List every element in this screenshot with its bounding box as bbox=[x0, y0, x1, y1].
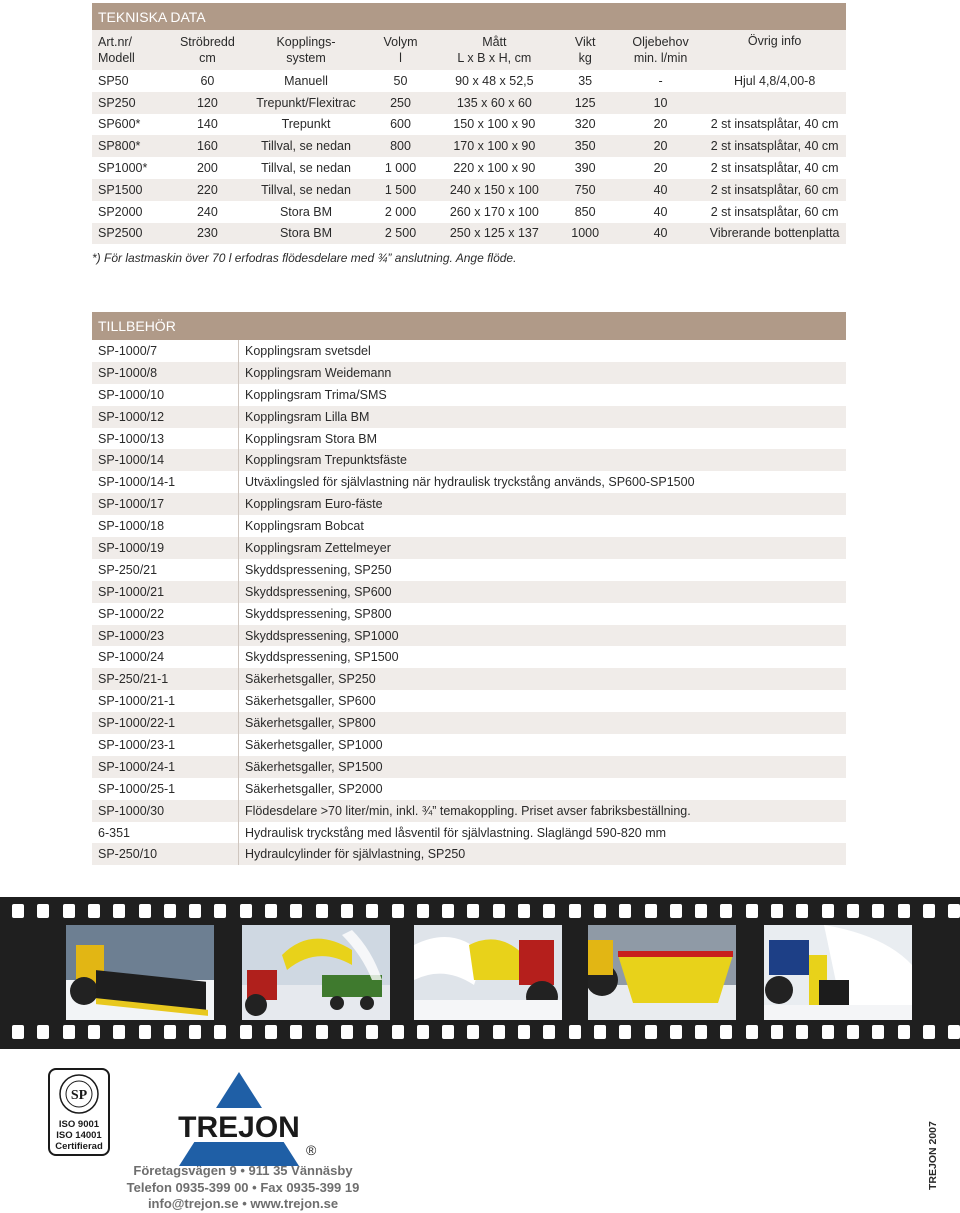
film-hole bbox=[290, 904, 302, 918]
tech-cell: 240 bbox=[196, 204, 218, 219]
tech-cell: 20 bbox=[653, 161, 668, 176]
accessory-code: SP-1000/23 bbox=[92, 625, 239, 647]
film-hole bbox=[316, 904, 328, 918]
film-hole bbox=[63, 1025, 75, 1039]
accessory-description: Säkerhetsgaller, SP1500 bbox=[239, 756, 847, 778]
registered-mark: ® bbox=[306, 1142, 317, 1158]
tech-row bbox=[92, 135, 846, 157]
tech-cell: 2 000 bbox=[384, 204, 417, 219]
film-hole bbox=[442, 904, 454, 918]
film-hole bbox=[467, 1025, 479, 1039]
accessory-description: Hydraulisk tryckstång med låsventil för självlastning. Slaglängd 590-820 mm bbox=[245, 825, 667, 840]
accessory-code: SP-1000/23-1 bbox=[92, 734, 239, 756]
tech-cell: - bbox=[658, 73, 663, 88]
accessory-row bbox=[92, 603, 846, 625]
accessory-description: Skyddspressening, SP1500 bbox=[245, 650, 399, 665]
product-photo-2 bbox=[242, 925, 390, 1020]
accessory-code: SP-1000/30 bbox=[92, 800, 239, 822]
tech-header-line: Kopplings- bbox=[276, 35, 336, 49]
tech-cell: Stora BM bbox=[279, 204, 333, 219]
film-hole bbox=[442, 1025, 454, 1039]
film-hole bbox=[493, 904, 505, 918]
film-hole bbox=[948, 904, 960, 918]
accessory-description: Säkerhetsgaller, SP600 bbox=[245, 694, 376, 709]
film-hole bbox=[645, 904, 657, 918]
photo-film-strip bbox=[0, 897, 960, 1049]
tech-cell: 1 000 bbox=[384, 161, 417, 176]
film-hole bbox=[543, 904, 555, 918]
film-hole bbox=[189, 904, 201, 918]
tech-cell: 160 bbox=[168, 135, 248, 157]
tech-header-line: Mått bbox=[482, 35, 507, 49]
film-hole bbox=[240, 904, 252, 918]
film-hole bbox=[366, 904, 378, 918]
tech-cell: Trepunkt/Flexitrac bbox=[247, 92, 365, 114]
accessory-row bbox=[92, 668, 846, 690]
tech-cell: 20 bbox=[653, 117, 668, 132]
tech-header-cell bbox=[365, 30, 436, 70]
tech-cell: 260 x 170 x 100 bbox=[449, 204, 539, 219]
tech-header-line: Oljebehov bbox=[632, 35, 689, 49]
film-hole bbox=[771, 904, 783, 918]
tech-cell: 220 bbox=[168, 179, 248, 201]
accessory-code: SP-1000/14-1 bbox=[92, 471, 239, 493]
film-hole bbox=[12, 1025, 24, 1039]
tech-header-cell bbox=[618, 30, 703, 70]
product-photo-3 bbox=[414, 925, 562, 1020]
tech-section-title: TEKNISKA DATA bbox=[92, 3, 846, 31]
accessory-code: SP-1000/12 bbox=[92, 406, 239, 428]
accessories-table bbox=[92, 340, 846, 865]
tech-header-line: L x B x H, cm bbox=[457, 51, 532, 65]
tech-header-cell bbox=[553, 30, 618, 70]
tech-cell: SP2500 bbox=[92, 223, 168, 245]
film-hole bbox=[619, 904, 631, 918]
tech-cell: Tillval, se nedan bbox=[247, 135, 365, 157]
accessory-description: Säkerhetsgaller, SP250 bbox=[239, 668, 847, 690]
tech-cell: 850 bbox=[574, 204, 596, 219]
tech-cell: 1000 bbox=[553, 223, 618, 245]
tech-cell: 40 bbox=[618, 179, 703, 201]
tech-footnote: *) För lastmaskin över 70 l erfodras flödesdelare med ¾” anslutning. Ange flöde. bbox=[92, 251, 517, 265]
tech-cell: 390 bbox=[574, 161, 596, 176]
film-hole bbox=[746, 904, 758, 918]
film-hole bbox=[796, 1025, 808, 1039]
film-hole bbox=[695, 904, 707, 918]
tech-row bbox=[92, 223, 846, 245]
film-hole bbox=[290, 1025, 302, 1039]
tech-cell: 220 x 100 x 90 bbox=[453, 161, 536, 176]
tech-cell: 10 bbox=[618, 92, 703, 114]
film-hole bbox=[594, 904, 606, 918]
address-line-2: Telefon 0935-399 00 • Fax 0935-399 19 bbox=[126, 1179, 360, 1195]
tech-cell: 40 bbox=[618, 223, 703, 245]
tech-row bbox=[92, 157, 846, 179]
film-perforation-top bbox=[0, 904, 960, 918]
film-perforation-bottom bbox=[0, 1025, 960, 1039]
tech-cell: 90 x 48 x 52,5 bbox=[455, 73, 534, 88]
tech-header-cell bbox=[247, 30, 365, 70]
accessory-description: Säkerhetsgaller, SP1000 bbox=[245, 737, 383, 752]
accessory-description: Skyddspressening, SP1000 bbox=[239, 625, 847, 647]
tech-header-cell bbox=[168, 30, 248, 70]
film-hole bbox=[518, 1025, 530, 1039]
accessory-row bbox=[92, 800, 846, 822]
film-hole bbox=[164, 1025, 176, 1039]
accessory-description: Kopplingsram svetsdel bbox=[245, 343, 371, 358]
accessory-row bbox=[92, 449, 846, 471]
accessory-description: Kopplingsram Stora BM bbox=[245, 431, 378, 446]
accessory-row bbox=[92, 822, 846, 844]
film-hole bbox=[898, 904, 910, 918]
tech-cell: 600 bbox=[390, 117, 411, 132]
film-hole bbox=[796, 904, 808, 918]
accessory-code: SP-1000/17 bbox=[92, 493, 239, 515]
accessory-code: 6-351 bbox=[92, 822, 239, 844]
film-hole bbox=[37, 904, 49, 918]
tech-cell: 35 bbox=[578, 73, 593, 88]
accessory-code: SP-1000/22-1 bbox=[92, 712, 239, 734]
tech-cell: 2 st insatsplåtar, 40 cm bbox=[710, 161, 839, 176]
tech-cell: 125 bbox=[553, 92, 618, 114]
film-hole bbox=[847, 1025, 859, 1039]
tech-cell: 350 bbox=[553, 135, 618, 157]
seal-line-3: Certifierad bbox=[55, 1141, 103, 1152]
film-hole bbox=[518, 904, 530, 918]
tech-cell bbox=[703, 92, 846, 114]
certification-seal bbox=[48, 1068, 110, 1156]
tech-data-table bbox=[92, 30, 846, 244]
film-hole bbox=[189, 1025, 201, 1039]
accessory-code: SP-1000/21-1 bbox=[92, 690, 239, 712]
tech-cell: SP1500 bbox=[92, 179, 168, 201]
accessory-row bbox=[92, 406, 846, 428]
tech-cell: 250 bbox=[365, 92, 436, 114]
film-hole bbox=[695, 1025, 707, 1039]
tech-header-line: Vikt bbox=[574, 35, 596, 49]
film-hole bbox=[240, 1025, 252, 1039]
tech-cell: SP800* bbox=[92, 135, 168, 157]
tech-header-line: min. l/min bbox=[633, 51, 688, 65]
accessory-description: Skyddspressening, SP250 bbox=[245, 562, 392, 577]
tech-row bbox=[92, 114, 846, 136]
accessory-description: Kopplingsram Trepunktsfäste bbox=[239, 449, 847, 471]
film-hole bbox=[417, 1025, 429, 1039]
film-hole bbox=[214, 1025, 226, 1039]
seal-line-1: ISO 9001 bbox=[58, 1119, 100, 1130]
film-hole bbox=[417, 904, 429, 918]
product-photo-1 bbox=[66, 925, 214, 1020]
film-hole bbox=[898, 1025, 910, 1039]
accessory-description: Kopplingsram Trima/SMS bbox=[245, 387, 387, 402]
film-hole bbox=[746, 1025, 758, 1039]
tech-cell: 240 x 150 x 100 bbox=[436, 179, 552, 201]
tech-header-line: cm bbox=[199, 51, 216, 65]
accessory-code: SP-1000/24-1 bbox=[92, 756, 239, 778]
film-hole bbox=[923, 904, 935, 918]
product-photo-4 bbox=[588, 925, 736, 1020]
accessory-description: Kopplingsram Bobcat bbox=[245, 519, 364, 534]
tech-header-row bbox=[92, 30, 846, 70]
film-hole bbox=[37, 1025, 49, 1039]
company-address bbox=[108, 1163, 378, 1213]
tech-cell: 1 500 bbox=[365, 179, 436, 201]
tech-row bbox=[92, 201, 846, 223]
film-hole bbox=[872, 1025, 884, 1039]
film-hole bbox=[822, 904, 834, 918]
film-hole bbox=[265, 904, 277, 918]
tech-cell: SP600* bbox=[98, 117, 141, 132]
film-hole bbox=[265, 1025, 277, 1039]
tech-header-line: system bbox=[286, 51, 326, 65]
film-hole bbox=[214, 904, 226, 918]
film-hole bbox=[670, 1025, 682, 1039]
tech-cell: 120 bbox=[168, 92, 248, 114]
tech-cell: 150 x 100 x 90 bbox=[453, 117, 536, 132]
accessory-row bbox=[92, 734, 846, 756]
film-hole bbox=[720, 1025, 732, 1039]
tech-header-line: Modell bbox=[98, 51, 135, 65]
tech-cell: 2 st insatsplåtar, 40 cm bbox=[710, 117, 839, 132]
accessory-row bbox=[92, 537, 846, 559]
accessory-row bbox=[92, 646, 846, 668]
tech-cell: 800 bbox=[365, 135, 436, 157]
tech-row bbox=[92, 92, 846, 114]
film-hole bbox=[847, 904, 859, 918]
accessory-description: Kopplingsram Euro-fäste bbox=[239, 493, 847, 515]
tech-cell: SP250 bbox=[92, 92, 168, 114]
tech-header-cell bbox=[92, 30, 168, 70]
accessory-code: SP-250/10 bbox=[92, 843, 239, 865]
tech-row bbox=[92, 70, 846, 92]
tech-cell: 60 bbox=[200, 73, 215, 88]
tech-cell: SP50 bbox=[98, 73, 129, 88]
tech-cell: 750 bbox=[553, 179, 618, 201]
tech-cell: 2 st insatsplåtar, 40 cm bbox=[703, 135, 846, 157]
film-hole bbox=[139, 904, 151, 918]
accessory-code: SP-250/21 bbox=[92, 559, 239, 581]
seal-mark: SP bbox=[70, 1088, 88, 1103]
film-hole bbox=[543, 1025, 555, 1039]
film-hole bbox=[88, 1025, 100, 1039]
product-photo-5 bbox=[764, 925, 912, 1020]
tech-cell: 320 bbox=[574, 117, 596, 132]
film-hole bbox=[493, 1025, 505, 1039]
accessory-description: Säkerhetsgaller, SP2000 bbox=[245, 781, 383, 796]
film-hole bbox=[63, 904, 75, 918]
tech-cell: 20 bbox=[618, 135, 703, 157]
tech-cell: Tillval, se nedan bbox=[247, 179, 365, 201]
accessory-description: Kopplingsram Zettelmeyer bbox=[239, 537, 847, 559]
accessory-row bbox=[92, 778, 846, 800]
accessory-code: SP-1000/7 bbox=[92, 340, 239, 362]
film-hole bbox=[467, 904, 479, 918]
accessory-row bbox=[92, 559, 846, 581]
tech-header-cell bbox=[436, 30, 552, 70]
tech-cell: Manuell bbox=[284, 73, 328, 88]
accessory-description: Flödesdelare >70 liter/min, inkl. ¾” temakoppling. Priset avser fabriksbeställning. bbox=[239, 800, 847, 822]
accessory-description: Utväxlingsled för självlastning när hydraulisk tryckstång används, SP600-SP1500 bbox=[245, 475, 695, 490]
film-hole bbox=[12, 904, 24, 918]
film-hole bbox=[569, 904, 581, 918]
accessory-code: SP-1000/24 bbox=[92, 646, 239, 668]
accessory-code: SP-1000/8 bbox=[92, 362, 239, 384]
tech-cell: Stora BM bbox=[247, 223, 365, 245]
tech-header-line: Ströbredd bbox=[179, 35, 235, 49]
accessory-row bbox=[92, 340, 846, 362]
accessory-row bbox=[92, 690, 846, 712]
film-hole bbox=[341, 904, 353, 918]
accessory-row bbox=[92, 625, 846, 647]
accessory-description: Säkerhetsgaller, SP800 bbox=[239, 712, 847, 734]
film-hole bbox=[771, 1025, 783, 1039]
film-hole bbox=[392, 904, 404, 918]
film-hole bbox=[670, 904, 682, 918]
accessory-description: Kopplingsram Lilla BM bbox=[239, 406, 847, 428]
tech-header-line: Övrig info bbox=[747, 34, 802, 48]
accessory-description: Skyddspressening, SP600 bbox=[239, 581, 847, 603]
tech-cell: SP2000 bbox=[98, 204, 143, 219]
tech-cell: 50 bbox=[393, 73, 408, 88]
vertical-year-label: TREJON 2007 bbox=[927, 1121, 939, 1190]
film-hole bbox=[720, 904, 732, 918]
accessory-row bbox=[92, 428, 846, 450]
tech-cell: 2 500 bbox=[365, 223, 436, 245]
tech-header-line: Art.nr/ bbox=[98, 35, 133, 49]
film-hole bbox=[164, 904, 176, 918]
tech-header-line: kg bbox=[578, 51, 592, 65]
tech-cell: 135 x 60 x 60 bbox=[436, 92, 552, 114]
accessory-code: SP-1000/14 bbox=[92, 449, 239, 471]
tech-cell: 2 st insatsplåtar, 60 cm bbox=[710, 204, 839, 219]
tech-header-cell bbox=[703, 30, 846, 70]
film-hole bbox=[139, 1025, 151, 1039]
tech-header-line: Volym bbox=[383, 35, 418, 49]
accessory-row bbox=[92, 843, 846, 865]
film-hole bbox=[316, 1025, 328, 1039]
accessory-row bbox=[92, 493, 846, 515]
film-hole bbox=[113, 904, 125, 918]
tech-cell: 2 st insatsplåtar, 60 cm bbox=[703, 179, 846, 201]
film-hole bbox=[645, 1025, 657, 1039]
tech-cell: 40 bbox=[653, 204, 668, 219]
accessory-row bbox=[92, 581, 846, 603]
address-line-3: info@trejon.se • www.trejon.se bbox=[147, 1196, 339, 1211]
tech-row bbox=[92, 179, 846, 201]
address-line-1: Företagsvägen 9 • 911 35 Vännäsby bbox=[133, 1163, 353, 1178]
film-hole bbox=[923, 1025, 935, 1039]
tech-cell: Vibrerande bottenplatta bbox=[703, 223, 846, 245]
accessory-code: SP-1000/18 bbox=[92, 515, 239, 537]
trejon-logo bbox=[174, 1070, 304, 1170]
accessory-code: SP-1000/21 bbox=[92, 581, 239, 603]
tech-cell: Trepunkt bbox=[281, 117, 331, 132]
tech-cell: 250 x 125 x 137 bbox=[436, 223, 552, 245]
film-hole bbox=[113, 1025, 125, 1039]
film-hole bbox=[366, 1025, 378, 1039]
film-hole bbox=[594, 1025, 606, 1039]
accessory-description: Hydraulcylinder för självlastning, SP250 bbox=[239, 843, 847, 865]
tech-cell: 140 bbox=[196, 117, 218, 132]
accessory-description: Kopplingsram Weidemann bbox=[239, 362, 847, 384]
tech-header-line: l bbox=[399, 51, 402, 65]
tech-cell: SP1000* bbox=[98, 161, 148, 176]
accessory-row bbox=[92, 712, 846, 734]
accessory-row bbox=[92, 362, 846, 384]
film-hole bbox=[822, 1025, 834, 1039]
film-hole bbox=[872, 904, 884, 918]
accessory-code: SP-1000/13 bbox=[92, 428, 239, 450]
accessory-code: SP-1000/22 bbox=[92, 603, 239, 625]
accessory-description: Skyddspressening, SP800 bbox=[245, 606, 392, 621]
accessory-code: SP-1000/25-1 bbox=[92, 778, 239, 800]
accessory-row bbox=[92, 384, 846, 406]
brand-name: TREJON bbox=[178, 1111, 300, 1144]
accessory-code: SP-250/21-1 bbox=[92, 668, 239, 690]
tech-cell: Hjul 4,8/4,00-8 bbox=[733, 73, 816, 88]
film-hole bbox=[392, 1025, 404, 1039]
tech-cell: 200 bbox=[196, 161, 218, 176]
film-hole bbox=[619, 1025, 631, 1039]
accessory-row bbox=[92, 515, 846, 537]
film-hole bbox=[341, 1025, 353, 1039]
tech-cell: Tillval, se nedan bbox=[261, 161, 351, 176]
film-hole bbox=[88, 904, 100, 918]
accessory-code: SP-1000/10 bbox=[92, 384, 239, 406]
accessory-row bbox=[92, 471, 846, 493]
accessory-code: SP-1000/19 bbox=[92, 537, 239, 559]
tech-cell: 230 bbox=[168, 223, 248, 245]
accessories-section-title: TILLBEHÖR bbox=[92, 312, 846, 340]
film-hole bbox=[569, 1025, 581, 1039]
seal-line-2: ISO 14001 bbox=[56, 1130, 102, 1141]
film-hole bbox=[948, 1025, 960, 1039]
tech-cell: 170 x 100 x 90 bbox=[436, 135, 552, 157]
accessory-row bbox=[92, 756, 846, 778]
